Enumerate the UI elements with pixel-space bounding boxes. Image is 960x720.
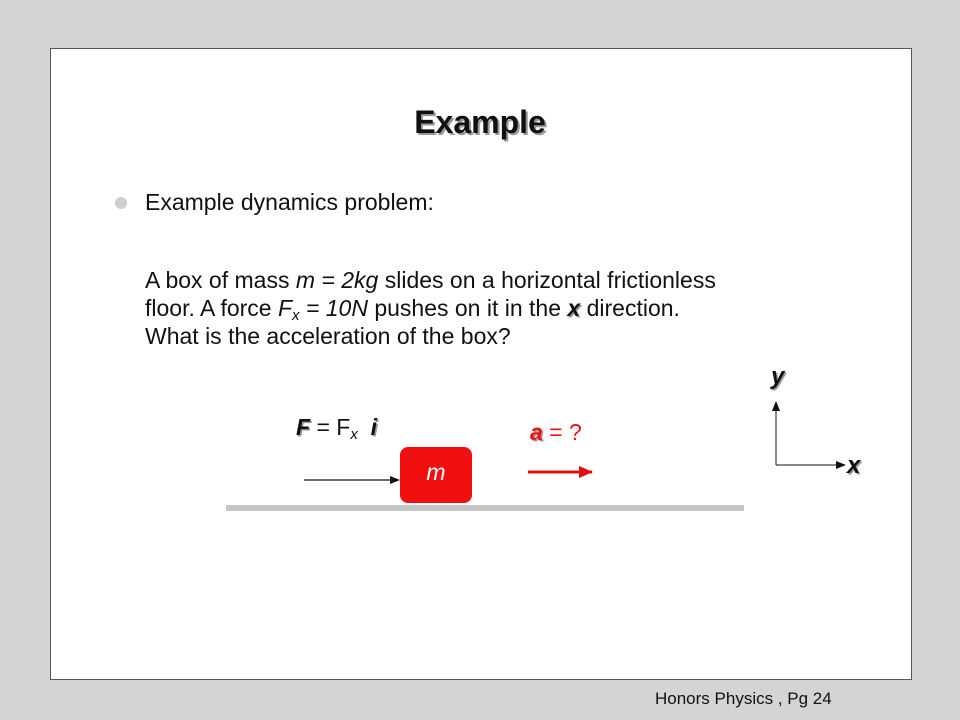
force-symbol: F [277, 295, 293, 321]
slide-footer: Honors Physics , Pg 24 [655, 689, 832, 708]
y-axis-label: y [771, 363, 785, 390]
mass-value: m = 2kg [295, 267, 379, 293]
force-subscript: x [292, 307, 300, 324]
problem-line-3: What is the acceleration of the box? [145, 323, 511, 349]
acceleration-symbol: a [530, 419, 543, 445]
force-value: = 10N [299, 295, 368, 321]
slide-title: Example [414, 104, 546, 140]
problem-text: slides on a horizontal frictionless [378, 267, 716, 293]
force-equation-text: = F [310, 414, 351, 440]
problem-text: direction. [580, 295, 680, 321]
problem-text: pushes on it in the [367, 295, 568, 321]
acceleration-equation-text: = ? [542, 419, 582, 445]
bullet-text: Example dynamics problem: [145, 189, 434, 215]
unit-vector-i: i [370, 414, 377, 440]
force-vector-symbol: F [296, 414, 311, 440]
mass-box-label: m [426, 459, 446, 485]
problem-text: floor. A force [145, 295, 278, 321]
x-axis-label: x [847, 452, 861, 479]
x-direction-symbol: x [567, 295, 581, 321]
force-component-subscript: x [350, 426, 358, 443]
problem-text: A box of mass [145, 267, 296, 293]
